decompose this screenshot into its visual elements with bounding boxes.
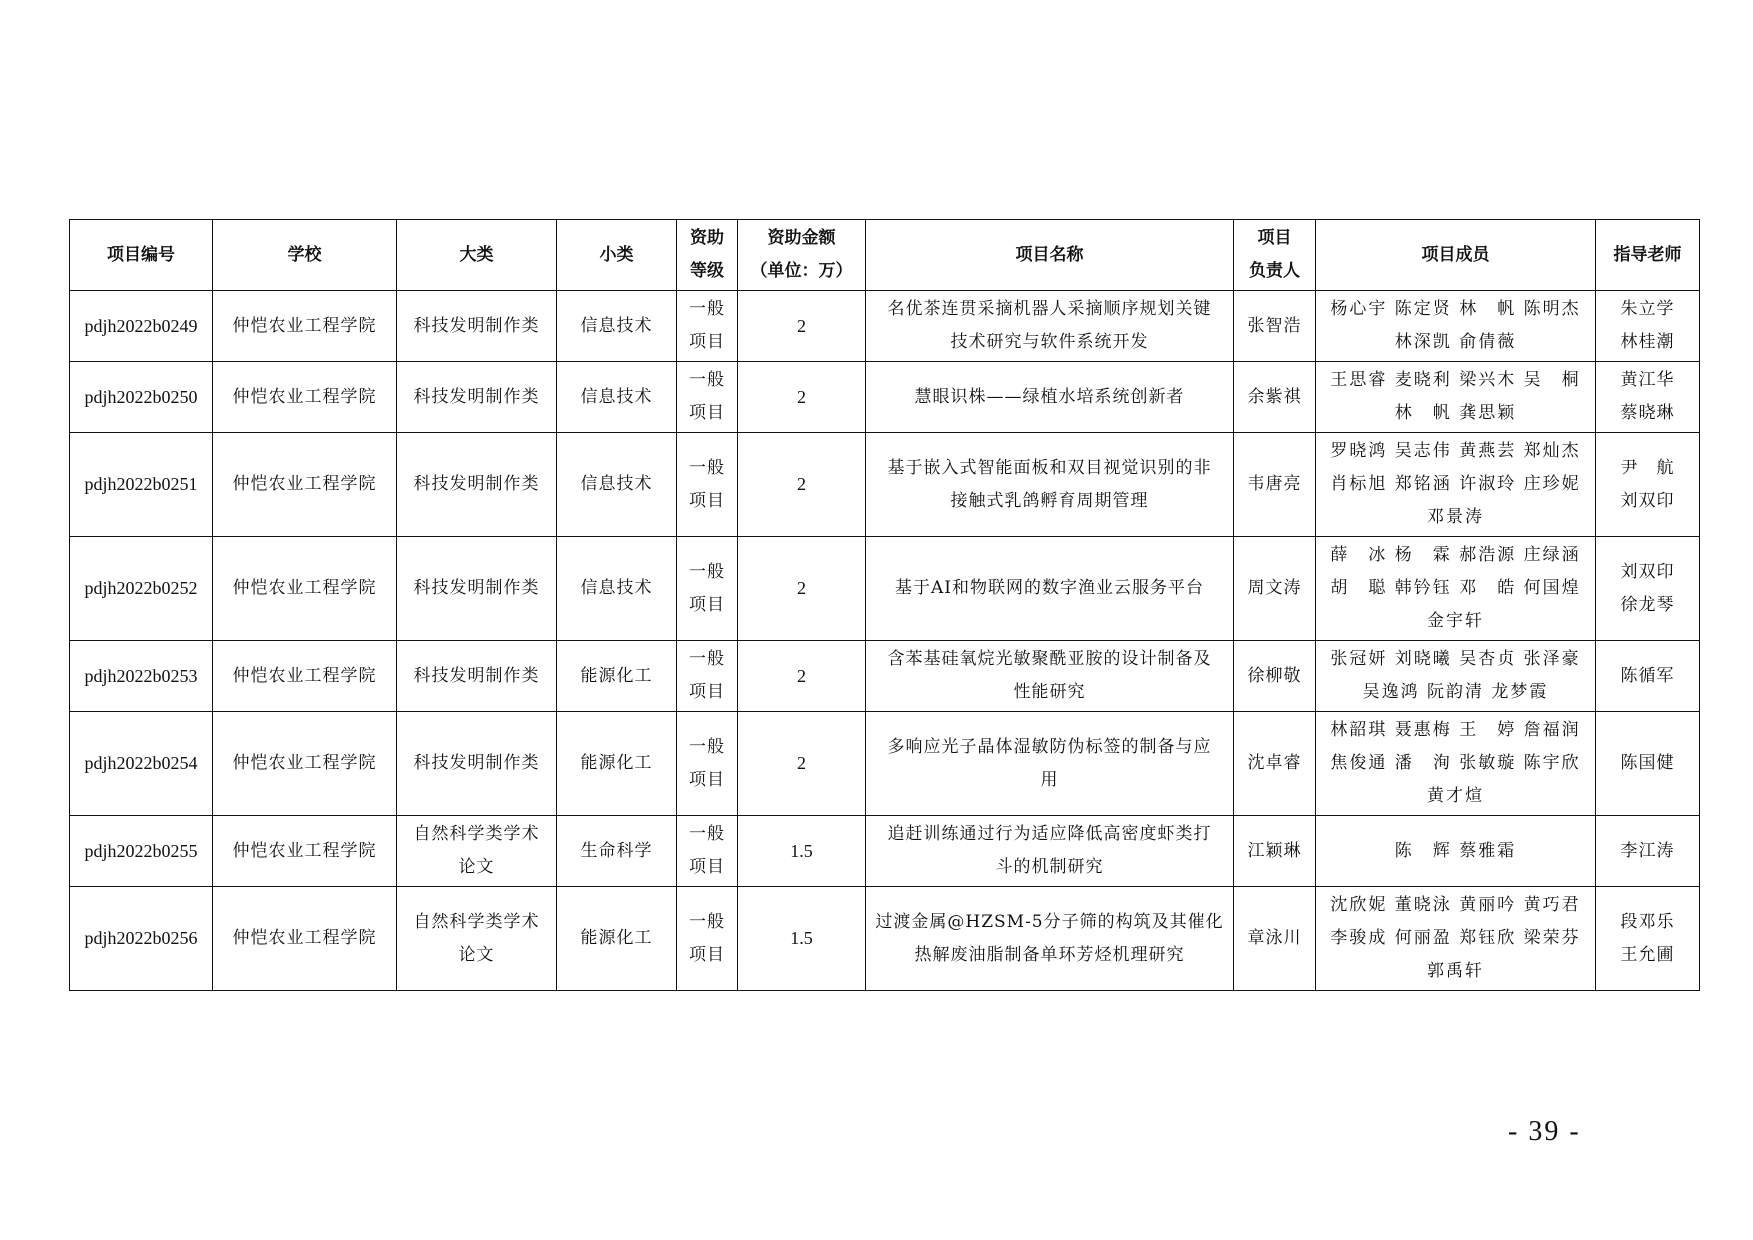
- header-funding-amount-line: 资助金额: [767, 228, 836, 248]
- header-advisors: [1596, 220, 1700, 291]
- project-table: [69, 219, 1700, 991]
- funding-level-line: 一般: [689, 561, 725, 582]
- category-line: 论文: [458, 857, 495, 877]
- project-name-cell: [866, 433, 1234, 537]
- category-line: 科技发明制作类: [413, 386, 540, 407]
- header-members: [1316, 220, 1596, 291]
- funding-level-cell: [677, 641, 738, 712]
- category-line: 自然科学类学术: [413, 824, 540, 844]
- funding-level-cell: [677, 291, 738, 362]
- school-cell: 仲恺农业工程学院: [213, 291, 397, 362]
- category-cell: [397, 641, 557, 712]
- project-name-cell: [866, 641, 1234, 712]
- header-members-line: 项目成员: [1421, 244, 1490, 265]
- advisors-cell: [1596, 887, 1700, 991]
- members-cell: [1316, 291, 1596, 362]
- project-name-cell: [866, 291, 1234, 362]
- project-name-line: 基于AI和物联网的数字渔业云服务平台: [895, 578, 1204, 598]
- category-cell: [397, 816, 557, 887]
- header-category: [397, 220, 557, 291]
- funding-level-line: 项目: [689, 944, 725, 965]
- members-line: 肖标旭 郑铭涵 许淑玲 庄珍妮: [1330, 474, 1581, 494]
- funding-level-line: 一般: [689, 649, 725, 669]
- subcategory-cell: 生命科学: [557, 816, 677, 887]
- header-funding-level-line: 等级: [690, 261, 724, 281]
- funding-level-line: 一般: [689, 736, 725, 757]
- category-line: 科技发明制作类: [413, 315, 540, 336]
- subcategory-cell: 能源化工: [557, 712, 677, 816]
- funding-amount-cell: 2: [738, 362, 866, 433]
- project-id-cell: pdjh2022b0249: [70, 291, 213, 362]
- funding-level-line: 一般: [689, 911, 725, 932]
- project-name-line: 含苯基硅氧烷光敏聚酰亚胺的设计制备及: [887, 649, 1212, 669]
- advisors-cell: [1596, 433, 1700, 537]
- leader-cell: 韦唐亮: [1234, 433, 1316, 537]
- school-cell: 仲恺农业工程学院: [213, 362, 397, 433]
- category-line: 科技发明制作类: [413, 665, 540, 686]
- funding-level-cell: [677, 537, 738, 641]
- subcategory-cell: 信息技术: [557, 291, 677, 362]
- header-leader-line: 负责人: [1249, 261, 1300, 281]
- members-line: 薛 冰 杨 霖 郝浩源 庄绿涵: [1330, 545, 1581, 565]
- members-line: 邓景涛: [1427, 507, 1484, 527]
- header-project-name: [866, 220, 1234, 291]
- funding-amount-cell: 2: [738, 537, 866, 641]
- funding-amount-cell: 2: [738, 641, 866, 712]
- subcategory-cell: 信息技术: [557, 537, 677, 641]
- header-funding-level: [677, 220, 738, 291]
- advisors-cell: [1596, 362, 1700, 433]
- funding-level-cell: [677, 362, 738, 433]
- table-row: [70, 291, 1700, 362]
- project-name-line: 基于嵌入式智能面板和双目视觉识别的非: [887, 457, 1212, 478]
- members-cell: [1316, 433, 1596, 537]
- members-cell: [1316, 641, 1596, 712]
- table-row: [70, 887, 1700, 991]
- advisors-line: 刘双印: [1620, 490, 1675, 511]
- leader-cell: 章泳川: [1234, 887, 1316, 991]
- header-category-line: 大类: [459, 244, 494, 265]
- funding-level-line: 项目: [689, 857, 725, 877]
- advisors-line: 尹 航: [1620, 457, 1675, 478]
- header-funding-level-line: 资助: [690, 228, 724, 248]
- project-name-cell: [866, 712, 1234, 816]
- subcategory-cell: 信息技术: [557, 362, 677, 433]
- leader-cell: 江颖琳: [1234, 816, 1316, 887]
- advisors-cell: [1596, 816, 1700, 887]
- project-name-cell: [866, 816, 1234, 887]
- header-row: [70, 220, 1700, 291]
- members-cell: [1316, 362, 1596, 433]
- leader-cell: 张智浩: [1234, 291, 1316, 362]
- header-subcategory-line: 小类: [599, 244, 634, 265]
- advisors-line: 陈国健: [1620, 753, 1675, 773]
- advisors-cell: [1596, 291, 1700, 362]
- funding-level-line: 项目: [689, 682, 725, 702]
- table-row: [70, 816, 1700, 887]
- project-name-cell: [866, 537, 1234, 641]
- leader-cell: 周文涛: [1234, 537, 1316, 641]
- leader-cell: 余紫祺: [1234, 362, 1316, 433]
- project-name-line: 名优茶连贯采摘机器人采摘顺序规划关键: [887, 299, 1212, 319]
- funding-level-line: 一般: [689, 457, 725, 478]
- funding-level-cell: [677, 887, 738, 991]
- project-name-line: 技术研究与软件系统开发: [950, 332, 1149, 352]
- funding-level-cell: [677, 433, 738, 537]
- school-cell: 仲恺农业工程学院: [213, 641, 397, 712]
- project-name-line: 多响应光子晶体湿敏防伪标签的制备与应: [887, 736, 1212, 757]
- project-id-cell: pdjh2022b0256: [70, 887, 213, 991]
- header-project-id-line: 项目编号: [107, 244, 175, 265]
- advisors-line: 段邓乐: [1620, 911, 1675, 932]
- advisors-line: 王允圃: [1620, 944, 1675, 965]
- project-id-cell: pdjh2022b0251: [70, 433, 213, 537]
- header-project-name-line: 项目名称: [1015, 244, 1084, 265]
- project-id-cell: pdjh2022b0250: [70, 362, 213, 433]
- project-name-cell: [866, 887, 1234, 991]
- school-cell: 仲恺农业工程学院: [213, 712, 397, 816]
- category-cell: [397, 712, 557, 816]
- advisors-line: 李江涛: [1620, 840, 1675, 861]
- table-row: [70, 362, 1700, 433]
- leader-cell: 沈卓睿: [1234, 712, 1316, 816]
- funding-amount-cell: 2: [738, 433, 866, 537]
- project-id-cell: pdjh2022b0253: [70, 641, 213, 712]
- project-name-line: 接触式乳鸽孵育周期管理: [950, 490, 1149, 511]
- school-cell: 仲恺农业工程学院: [213, 433, 397, 537]
- project-id-cell: pdjh2022b0255: [70, 816, 213, 887]
- advisors-line: 蔡晓琳: [1620, 403, 1675, 423]
- header-leader: [1234, 220, 1316, 291]
- members-cell: [1316, 712, 1596, 816]
- members-line: 林 帆 龚思颖: [1394, 403, 1517, 423]
- project-name-line: 斗的机制研究: [995, 857, 1104, 877]
- members-cell: [1316, 537, 1596, 641]
- leader-cell: 徐柳敬: [1234, 641, 1316, 712]
- category-line: 论文: [458, 944, 495, 965]
- advisors-line: 刘双印: [1620, 561, 1675, 582]
- advisors-line: 林桂潮: [1620, 332, 1675, 352]
- members-line: 陈 辉 蔡雅霜: [1394, 840, 1517, 861]
- project-name-line: 过渡金属@HZSM-5分子筛的构筑及其催化: [875, 911, 1224, 932]
- category-line: 自然科学类学术: [413, 911, 540, 932]
- funding-level-line: 项目: [689, 332, 725, 352]
- advisors-cell: [1596, 537, 1700, 641]
- advisors-line: 朱立学: [1620, 299, 1675, 319]
- category-line: 科技发明制作类: [413, 753, 540, 773]
- advisors-cell: [1596, 712, 1700, 816]
- header-funding-amount: [738, 220, 866, 291]
- funding-level-line: 项目: [689, 403, 725, 423]
- category-line: 科技发明制作类: [413, 474, 540, 494]
- project-id-cell: pdjh2022b0254: [70, 712, 213, 816]
- school-cell: 仲恺农业工程学院: [213, 537, 397, 641]
- project-name-line: 热解废油脂制备单环芳烃机理研究: [914, 944, 1185, 965]
- table-row: [70, 433, 1700, 537]
- project-id-cell: pdjh2022b0252: [70, 537, 213, 641]
- header-funding-amount-line: （单位：万）: [750, 261, 853, 281]
- advisors-line: 黄江华: [1620, 370, 1675, 390]
- members-cell: [1316, 887, 1596, 991]
- table-row: [70, 537, 1700, 641]
- funding-level-line: 项目: [689, 490, 725, 511]
- category-cell: [397, 291, 557, 362]
- advisors-line: 陈循军: [1620, 665, 1675, 686]
- table-row: [70, 641, 1700, 712]
- advisors-line: 徐龙琴: [1620, 594, 1675, 615]
- advisors-cell: [1596, 641, 1700, 712]
- members-line: 杨心宇 陈定贤 林 帆 陈明杰: [1330, 299, 1581, 319]
- subcategory-cell: 信息技术: [557, 433, 677, 537]
- page-number: - 39 -: [1508, 1116, 1581, 1147]
- members-line: 金宇轩: [1427, 611, 1484, 631]
- project-name-line: 追赶训练通过行为适应降低高密度虾类打: [887, 824, 1212, 844]
- members-line: 张冠妍 刘晓曦 吴杏贞 张泽豪: [1330, 649, 1581, 669]
- header-school-line: 学校: [287, 244, 322, 265]
- category-cell: [397, 887, 557, 991]
- members-line: 焦俊通 潘 洵 张敏璇 陈宇欣: [1330, 753, 1581, 773]
- project-name-line: 性能研究: [1013, 682, 1086, 702]
- members-line: 林深凯 俞倩薇: [1394, 332, 1517, 352]
- funding-amount-cell: 2: [738, 291, 866, 362]
- funding-amount-cell: 1.5: [738, 887, 866, 991]
- category-line: 科技发明制作类: [413, 578, 540, 598]
- members-line: 郭禹轩: [1427, 961, 1484, 981]
- funding-level-line: 一般: [689, 824, 725, 844]
- header-leader-line: 项目: [1257, 228, 1292, 248]
- school-cell: 仲恺农业工程学院: [213, 816, 397, 887]
- subcategory-cell: 能源化工: [557, 641, 677, 712]
- funding-level-line: 一般: [689, 299, 725, 319]
- funding-level-line: 项目: [689, 594, 725, 615]
- project-name-line: 用: [1040, 769, 1059, 790]
- category-cell: [397, 433, 557, 537]
- school-cell: 仲恺农业工程学院: [213, 887, 397, 991]
- project-name-line: 慧眼识株——绿植水培系统创新者: [914, 386, 1185, 407]
- members-line: 王思睿 麦晓利 梁兴木 吴 桐: [1330, 370, 1581, 390]
- table-header: [70, 220, 1700, 291]
- subcategory-cell: 能源化工: [557, 887, 677, 991]
- category-cell: [397, 362, 557, 433]
- header-subcategory: [557, 220, 677, 291]
- funding-amount-cell: 1.5: [738, 816, 866, 887]
- funding-level-line: 一般: [689, 370, 725, 390]
- project-name-cell: [866, 362, 1234, 433]
- category-cell: [397, 537, 557, 641]
- header-advisors-line: 指导老师: [1613, 244, 1682, 265]
- members-line: 黄才煊: [1427, 786, 1484, 806]
- table-body: [70, 291, 1700, 991]
- funding-amount-cell: 2: [738, 712, 866, 816]
- members-line: 李骏成 何丽盈 郑钰欣 梁荣芬: [1330, 928, 1581, 948]
- members-line: 林韶琪 聂惠梅 王 婷 詹福润: [1330, 720, 1581, 740]
- table-row: [70, 712, 1700, 816]
- members-line: 沈欣妮 董晓泳 黄丽吟 黄巧君: [1330, 895, 1581, 915]
- header-school: [213, 220, 397, 291]
- members-line: 吴逸鸿 阮韵清 龙梦霞: [1362, 682, 1549, 702]
- members-line: 罗晓鸿 吴志伟 黄燕芸 郑灿杰: [1330, 441, 1581, 461]
- funding-level-line: 项目: [689, 769, 725, 790]
- members-line: 胡 聪 韩钤钰 邓 皓 何国煌: [1330, 578, 1581, 598]
- header-project-id: [70, 220, 213, 291]
- members-cell: [1316, 816, 1596, 887]
- funding-level-cell: [677, 816, 738, 887]
- funding-level-cell: [677, 712, 738, 816]
